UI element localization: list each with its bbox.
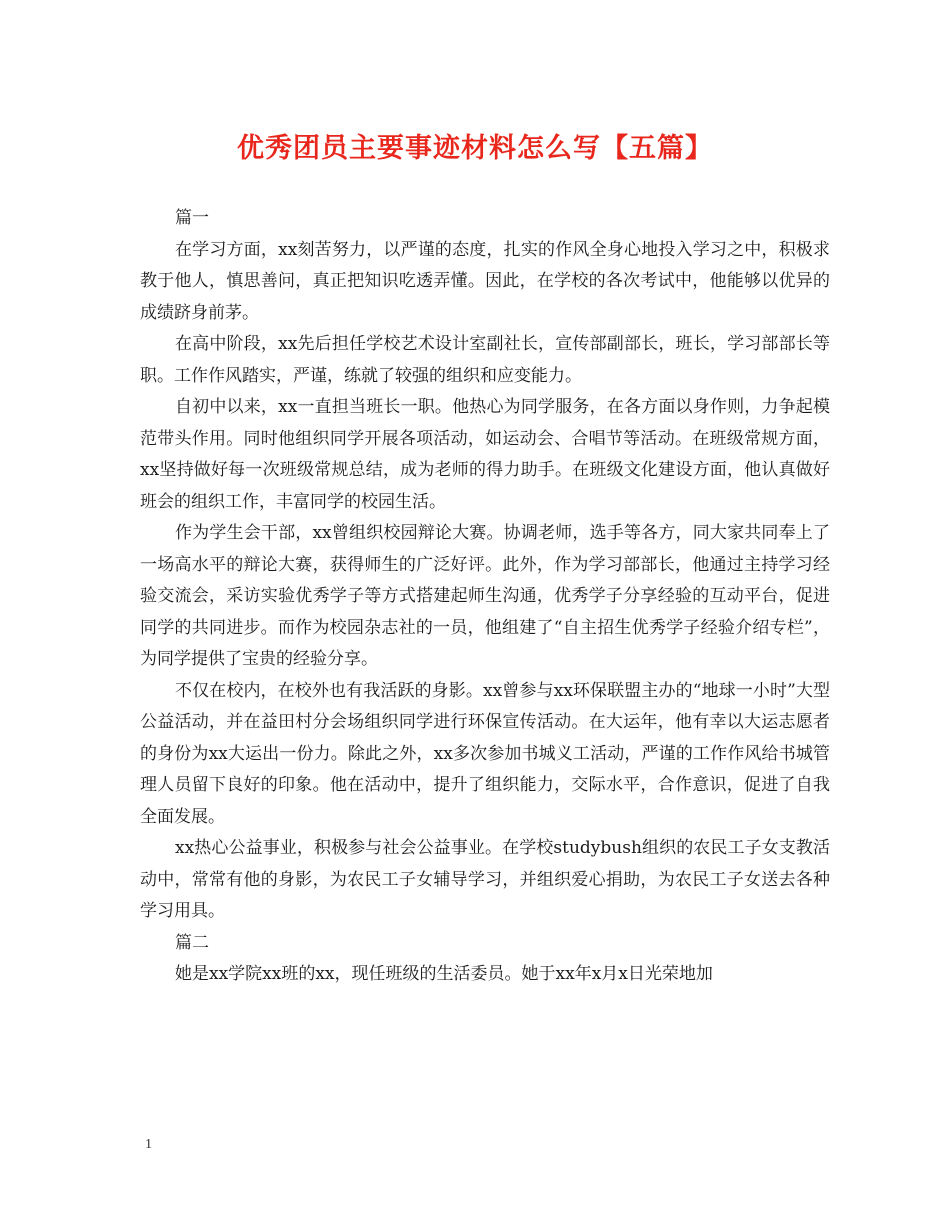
body-paragraph: 在学习方面，xx刻苦努力，以严谨的态度，扎实的作风全身心地投入学习之中，积极求教于他人，慎思善问，真正把知识吃透弄懂。因此，在学校的各次考试中，他能够以优异的成绩跻身前茅。 <box>140 239 830 323</box>
body-paragraph: xx热心公益事业，积极参与社会公益事业。在学校studybush组织的农民工子女支教活动中，常常有他的身影，为农民工子女辅导学习，并组织爱心捐助，为农民工子女送去各种学习用具。 <box>140 838 830 921</box>
body-paragraph: 不仅在校内，在校外也有我活跃的身影。xx曾参与xx环保联盟主办的“地球一小时”大型公益活动，并在益田村分会场组织同学进行环保宣传活动。在大运年，他有幸以大运志愿者的身份为xx大运出一份力。除此之外，xx多次参加书城义工活动，严谨的工作作风给书城管理人员留下良好的印象。他在活动中，提升了组织能力，交际水平，合作意识，促进了自我全面发展。 <box>140 680 830 827</box>
document-body <box>140 203 830 991</box>
section-heading: 篇二 <box>175 932 209 953</box>
section-heading: 篇一 <box>175 208 209 228</box>
page-number: 1 <box>145 1137 152 1152</box>
body-paragraph: 她是xx学院xx班的xx，现任班级的生活委员。她于xx年x月x日光荣地加 <box>175 964 713 984</box>
document-title: 优秀团员主要事迹材料怎么写【五篇】 <box>237 133 713 164</box>
body-paragraph: 在高中阶段，xx先后担任学校艺术设计室副社长，宣传部副部长，班长，学习部部长等职。工作作风踏实，严谨，练就了较强的组织和应变能力。 <box>140 334 830 386</box>
body-paragraph: 作为学生会干部，xx曾组织校园辩论大赛。协调老师，选手等各方，同大家共同奉上了一场高水平的辩论大赛，获得师生的广泛好评。此外，作为学习部部长，他通过主持学习经验交流会，采访实验优秀学子等方式搭建起师生沟通，优秀学子分享经验的互动平台，促进同学的共同进步。而作为校园杂志社的一员，他组建了“自主招生优秀学子经验介绍专栏”，为同学提供了宝贵的经验分享。 <box>140 523 830 669</box>
body-paragraph: 自初中以来，xx一直担当班长一职。他热心为同学服务，在各方面以身作则，力争起模范带头作用。同时他组织同学开展各项活动，如运动会、合唱节等活动。在班级常规方面，xx坚持做好每一次班级常规总结，成为老师的得力助手。在班级文化建设方面，他认真做好班会的组织工作，丰富同学的校园生活。 <box>140 397 830 512</box>
